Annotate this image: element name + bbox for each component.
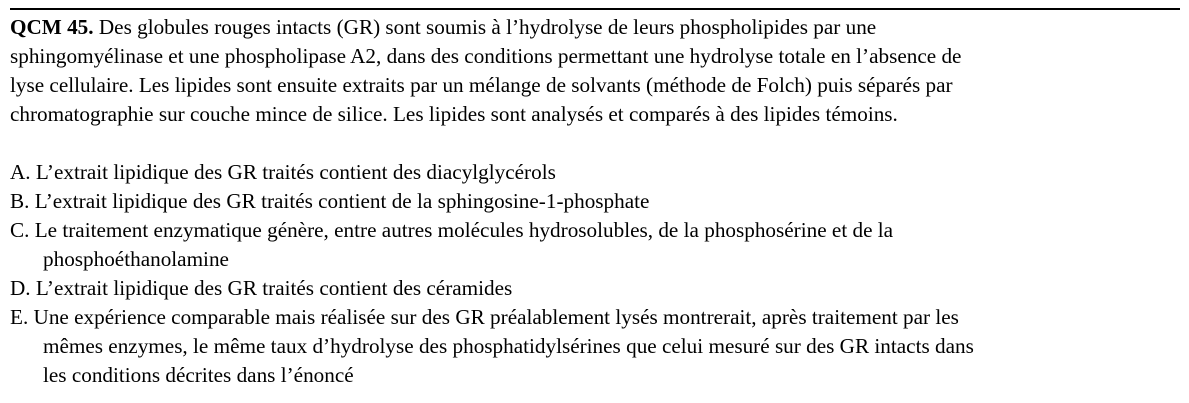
option-a[interactable]	[10, 158, 1180, 187]
option-a-text: A. L’extrait lipidique des GR traités contient des diacylglycérols	[10, 160, 556, 184]
option-c[interactable]	[10, 216, 1180, 274]
top-rule	[10, 8, 1180, 10]
question-line-2: sphingomyélinase et une phospholipase A2, dans des conditions permettant une hydrolyse totale en l’absence de	[10, 44, 962, 68]
option-d[interactable]	[10, 274, 1180, 303]
question-line-1	[10, 13, 1180, 42]
option-e-text-2: mêmes enzymes, le même taux d’hydrolyse des phosphatidylsérines que celui mesuré sur des GR intacts dans	[43, 334, 974, 358]
option-b[interactable]	[10, 187, 1180, 216]
option-c-text-1: C. Le traitement enzymatique génère, entre autres molécules hydrosolubles, de la phosphosérine et de la	[10, 218, 894, 242]
question-line-3: lyse cellulaire. Les lipides sont ensuite extraits par un mélange de solvants (méthode de Folch) puis séparés par	[10, 73, 953, 97]
option-e-text-1: E. Une expérience comparable mais réalisée sur des GR préalablement lysés montrerait, après traitement par les	[10, 305, 959, 329]
option-d-text: D. L’extrait lipidique des GR traités contient des céramides	[10, 276, 513, 300]
option-e[interactable]	[10, 303, 1180, 390]
question-text-1: Des globules rouges intacts (GR) sont soumis à l’hydrolyse de leurs phospholipides par une	[93, 15, 877, 39]
answer-options	[10, 158, 1180, 390]
option-c-text-2: phosphoéthanolamine	[43, 247, 229, 271]
question-label: QCM 45.	[10, 15, 94, 39]
option-e-text-3: les conditions décrites dans l’énoncé	[43, 363, 354, 387]
option-b-text: B. L’extrait lipidique des GR traités contient de la sphingosine-1-phosphate	[10, 189, 650, 213]
question-stem	[10, 13, 1180, 129]
question-line-4: chromatographie sur couche mince de silice. Les lipides sont analysés et comparés à des lipides témoins.	[10, 102, 898, 126]
